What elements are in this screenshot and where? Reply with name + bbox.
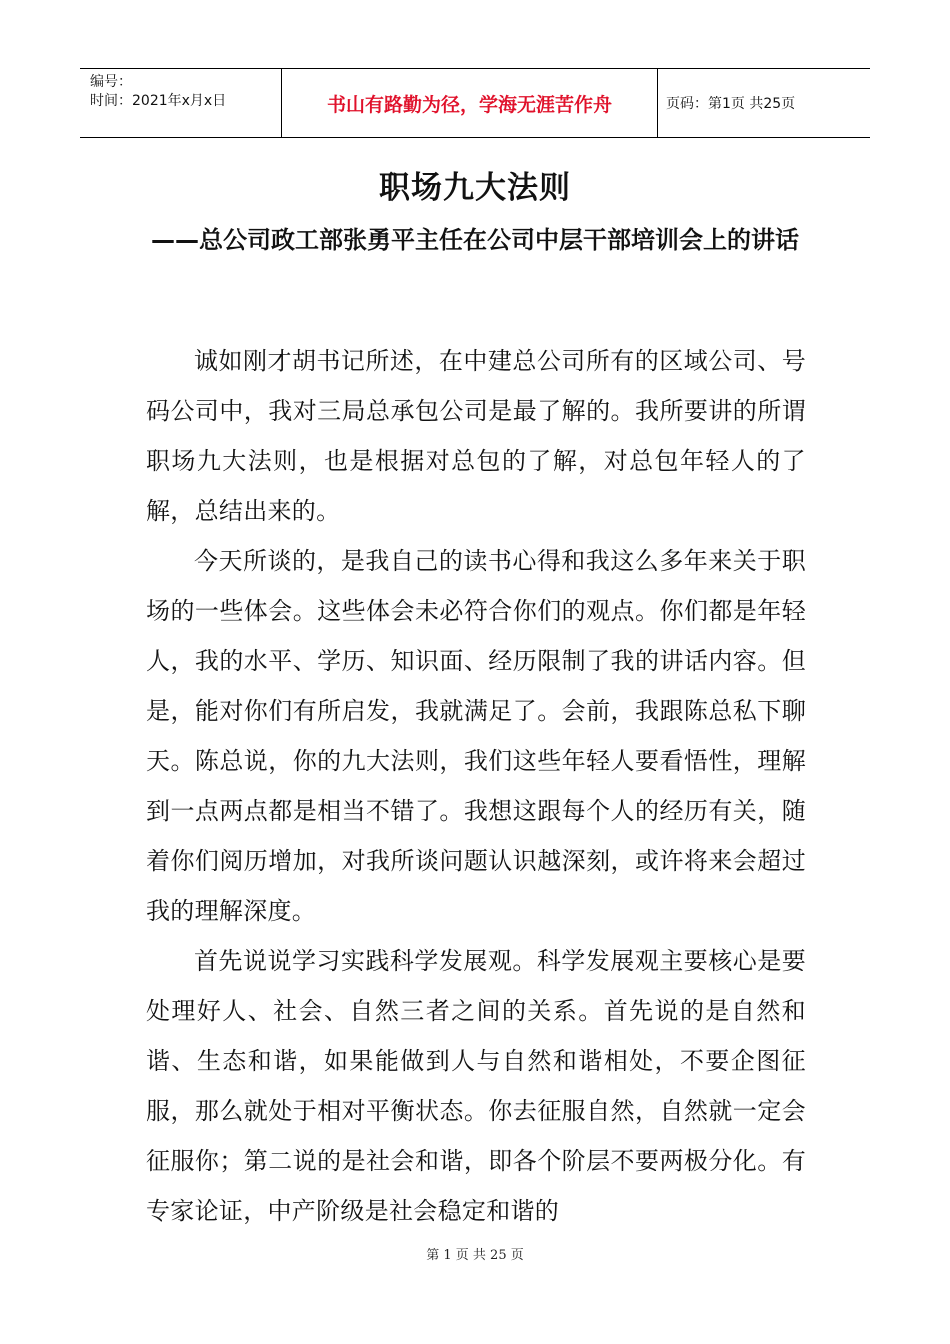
document-header bbox=[80, 68, 870, 138]
document-subtitle: ——总公司政工部张勇平主任在公司中层干部培训会上的讲话 bbox=[151, 226, 799, 254]
time-label: 时间：2021年x月x日 bbox=[90, 93, 227, 109]
paragraph: 诚如刚才胡书记所述，在中建总公司所有的区域公司、号码公司中，我对三局总承包公司是最了解的。我所要讲的所谓职场九大法则，也是根据对总包的了解，对总包年轻人的了解，总结出来的。 bbox=[146, 347, 806, 525]
paragraph: 首先说说学习实践科学发展观。科学发展观主要核心是要处理好人、社会、自然三者之间的关系。首先说的是自然和谐、生态和谐，如果能做到人与自然和谐相处，不要企图征服，那么就处于相对平衡状态。你去征服自然，自然就一定会征服你；第二说的是社会和谐，即各个阶层不要两极分化。有专家论证，中产阶级是社会稳定和谐的 bbox=[146, 947, 806, 1225]
paragraph: 今天所谈的，是我自己的读书心得和我这么多年来关于职场的一些体会。这些体会未必符合你们的观点。你们都是年轻人，我的水平、学历、知识面、经历限制了我的讲话内容。但是，能对你们有所启发，我就满足了。会前，我跟陈总私下聊天。陈总说，你的九大法则，我们这些年轻人要看悟性，理解到一点两点都是相当不错了。我想这跟每个人的经历有关，随着你们阅历增加，对我所谈问题认识越深刻，或许将来会超过我的理解深度。 bbox=[146, 547, 806, 925]
page-footer: 第 1 页 共 25 页 bbox=[426, 1248, 524, 1263]
header-meta bbox=[80, 69, 282, 137]
document-body bbox=[146, 336, 806, 1236]
number-label: 编号： bbox=[90, 74, 132, 90]
document-title: 职场九大法则 bbox=[379, 170, 571, 206]
header-motto: 书山有路勤为径，学海无涯苦作舟 bbox=[282, 69, 658, 137]
header-page-info: 页码：第1页 共25页 bbox=[666, 96, 796, 112]
